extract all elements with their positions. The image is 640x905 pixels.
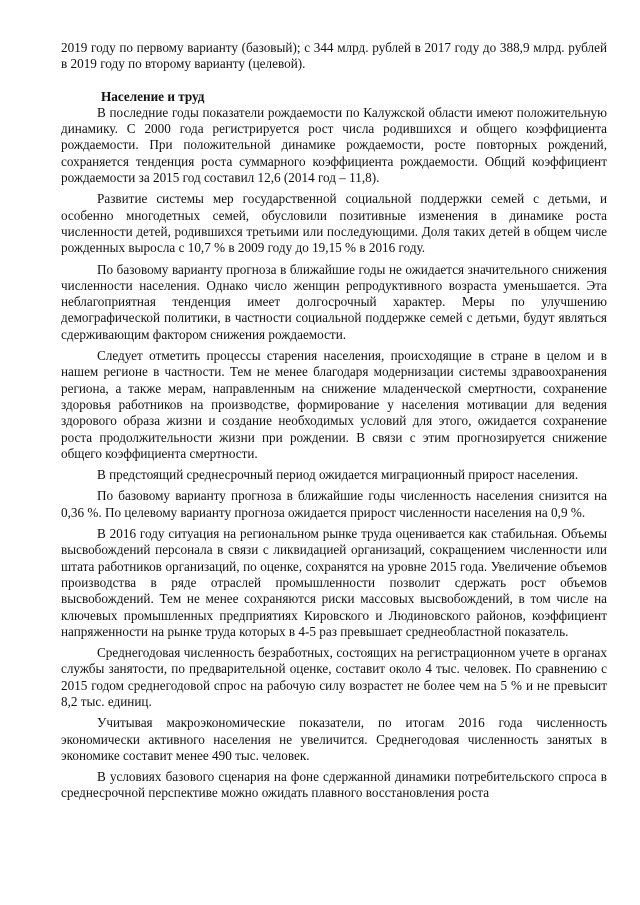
document-page — [61, 40, 607, 802]
section-heading: Население и труд — [101, 88, 205, 104]
paragraph-family-support: Развитие системы мер государственной социальной поддержки семей с детьми, и особенно многодетных семей, обусловили позитивные изменения в динамике роста численности детей, родившихся третьими или последующими. Доля таких детей в общем числе рожденных выросла с 10,7 % в 2009 году до 19,15 % в 2016 году. — [61, 191, 607, 256]
paragraph-migration: В предстоящий среднесрочный период ожидается миграционный прирост населения. — [97, 467, 579, 483]
paragraph-population-forecast: По базовому варианту прогноза в ближайшие годы не ожидается значительного снижения численности населения. Однако число женщин репродуктивного возраста уменьшается. Эта неблагоприятная тенденция имеет долгосрочный характер. Меры по улучшению демографической политики, в частности социальной поддержке семей с детьми, будут являться сдерживающим фактором снижения рождаемости. — [61, 261, 607, 342]
paragraph-birth-rate: В последние годы показатели рождаемости по Калужской области имеют положительную динамику. С 2000 года регистрируется рост числа родившихся и общего коэффициента рождаемости. При положительной динамике рождаемости, росте повторных рождений, сохраняется тенденция роста суммарного коэффициента рождаемости. Общий коэффициент рождаемости за 2015 год составил 12,6 (2014 год – 11,8). — [61, 104, 607, 186]
paragraph-base-scenario: В условиях базового сценария на фоне сдержанной динамики потребительского спроса в среднесрочной перспективе можно ожидать плавного восстановления роста — [61, 769, 607, 801]
paragraph-unemployment: Среднегодовая численность безработных, состоящих на регистрационном учете в органах службы занятости, по предварительной оценке, составит около 4 тыс. человек. По сравнению с 2015 годом среднегодовой спрос на рабочую силу возрастет не более чем на 5 % и не превысит 8,2 тыс. единиц. — [61, 645, 607, 709]
intro-paragraph: 2019 году по первому варианту (базовый); с 344 млрд. рублей в 2017 году до 388,9 млрд. рублей в 2019 году по второму варианту (целевой). — [61, 40, 607, 72]
paragraph-employment: Учитывая макроэкономические показатели, по итогам 2016 года численность экономически активного населения не увеличится. Среднегодовая численность занятых в экономике составит менее 490 тыс. человек. — [61, 715, 607, 763]
paragraph-population-change: По базовому варианту прогноза в ближайшие годы численность населения снизится на 0,36 %. По целевому варианту прогноза ожидается прирост численности населения на 0,9 %. — [61, 488, 607, 520]
paragraph-labor-market: В 2016 году ситуация на региональном рынке труда оценивается как стабильная. Объемы высвобождений персонала в связи с ликвидацией организаций, сокращением численности или штата работников организаций, по оценке, сохранятся на уровне 2015 года. Увеличение объемов производства в ряде отраслей промышленности позволит сдержать рост объемов высвобождений. Тем не менее сохраняются риски массовых высвобождений, в том числе на ключевых промышленных предприятиях Кировского и Людиновского районов, коэффициент напряженности на рынке труда которых в 4-5 раз превышает среднеобластной показатель. — [61, 526, 607, 639]
paragraph-aging: Следует отметить процессы старения населения, происходящие в стране в целом и в нашем регионе в частности. Тем не менее благодаря модернизации системы здравоохранения региона, а также мерам, направленным на снижение младенческой смертности, сохранение здоровья работников на производстве, формирование у населения мотивации для ведения здорового образа жизни и создание необходимых условий для этого, ожидается сохранение роста продолжительности жизни при рождении. В связи с этим прогнозируется снижение общего коэффициента смертности. — [61, 348, 607, 461]
